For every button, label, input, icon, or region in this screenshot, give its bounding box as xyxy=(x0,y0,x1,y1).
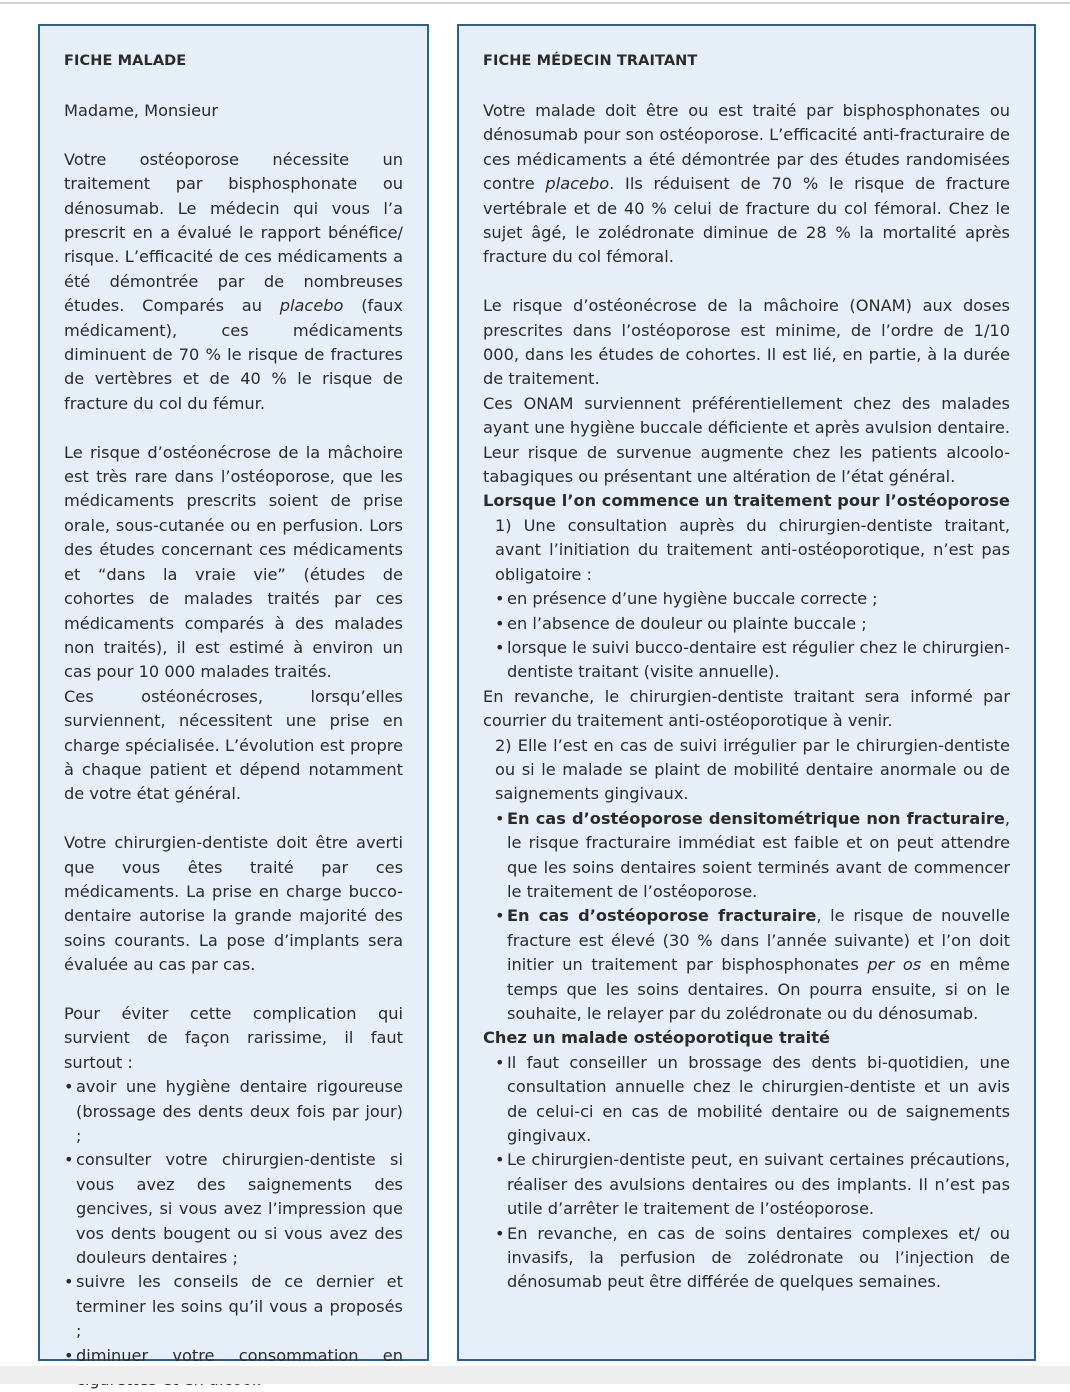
patient-sheet-title: FICHE MALADE xyxy=(64,53,187,69)
intro-paragraph: Votre ostéoporose nécessite un traitement par bisphosphonate ou dénosumab. Le médecin qui vous l’a prescrit en a évalué le rapport bénéfice/ risque. L’efficacité de ces médicaments a été démontrée par de nombreuses études. Comparés au placebo (faux médicament), ces médicaments diminuent de 70 % le risque de fractures de vertèbres et de 40 % le risque de fracture du col du fémur. xyxy=(64,149,404,413)
list-item: • en présence d’une hygiène buccale correcte ; xyxy=(495,587,1010,611)
greeting: Madame, Monsieur xyxy=(64,101,219,120)
list-item: • en l’absence de douleur ou plainte buccale ; xyxy=(495,612,1010,636)
list-item: • suivre les conseils de ce dernier et terminer les soins qu’il vous a proposés ; xyxy=(64,1270,403,1343)
osteoporosis-cases-list xyxy=(483,807,1010,1027)
prevention-intro: Pour éviter cette complication qui survient de façon rarissime, il faut surtout : xyxy=(64,1003,403,1072)
list-item: • En cas d’ostéoporose fracturaire, le risque de nouvelle fracture est élevé (30 % dans l’année suivante) et l’on doit initier un traitement par bisphosphonates per os en même temps que les soins dentaires. On pourra ensuite, si on le souhaite, le relayer par du zolédronate ou du dénosumab. xyxy=(495,904,1010,1026)
numbered-item-1: 1) Une consultation auprès du chirurgien-dentiste traitant, avant l’initiation du traitement anti-ostéoporotique, n’est pas obligatoire : xyxy=(495,515,1010,584)
section-heading-treated: Chez un malade ostéoporotique traité xyxy=(483,1028,830,1048)
section-heading-start: Lorsque l’on commence un traitement pour l’ostéoporose xyxy=(483,491,1010,511)
doctor-sheet-title: FICHE MÉDECIN TRAITANT xyxy=(483,53,698,69)
efficacy-paragraph: Votre malade doit être ou est traité par bisphosphonates ou dénosumab pour son ostéoporose. L’efficacité anti-fracturaire de ces médicaments a été démontrée par des études randomisées contre placebo. Ils réduisent de 70 % le risque de fracture vertébrale et de 40 % celui de fracture du col fémoral. Chez le sujet âgé, le zolédronate diminue de 28 % la mortalité après fracture du col fémoral. xyxy=(483,101,1010,267)
consultation-conditions-list xyxy=(483,587,1010,685)
list-item: • Le chirurgien-dentiste peut, en suivant certaines précautions, réaliser des avulsions dentaires ou des implants. Il n’est pas utile d’arrêter le traitement de l’ostéoporose. xyxy=(495,1148,1010,1221)
list-item: • En revanche, en cas de soins dentaires complexes et/ ou invasifs, la perfusion de zolédronate ou l’injection de dénosumab peut être différée de quelques semaines. xyxy=(495,1222,1010,1295)
list-item: • lorsque le suivi bucco-dentaire est régulier chez le chirurgien-dentiste traitant (visite annuelle). xyxy=(495,636,1010,685)
risk-paragraph: Le risque d’ostéonécrose de la mâchoire est très rare dans l’ostéoporose, que les médicaments prescrits soient de prise orale, sous-cutanée ou en perfusion. Lors des études concernant ces médicaments et “dans la vraie vie” (études de cohortes de malades traités par ces médicaments comparés à des malades non traités), il est estimé à environ un cas pour 10 000 malades traités. xyxy=(64,442,403,682)
treated-patient-list xyxy=(483,1051,1010,1295)
list-item: • avoir une hygiène dentaire rigoureuse (brossage des dents deux fois par jour) ; xyxy=(64,1075,403,1148)
dentist-paragraph: Votre chirurgien-dentiste doit être averti que vous êtes traité par ces médicaments. La prise en charge bucco-dentaire autorise la grande majorité des soins courants. La pose d’implants sera évaluée au cas par cas. xyxy=(64,833,403,975)
patient-sheet-card xyxy=(38,24,429,1365)
onam-risk-paragraph: Le risque d’ostéonécrose de la mâchoire (ONAM) aux doses prescrites dans l’ostéoporose est minime, de l’ordre de 1/10 000, dans les études de cohortes. Il est lié, en partie, à la durée de traitement. xyxy=(483,296,1010,389)
list-item: • En cas d’ostéoporose densitométrique non fracturaire, le risque fracturaire immédiat est faible et on peut attendre que les soins dentaires soient terminés avant de commencer le traitement de l’ostéoporose. xyxy=(495,807,1010,905)
onam-factors-paragraph: Ces ONAM surviennent préférentiellement chez des malades ayant une hygiène buccale déficiente et après avulsion dentaire. Leur risque de survenue augmente chez les patients alcoolo-tabagiques ou présentant une altération de l’état général. xyxy=(483,393,1010,487)
doctor-sheet-card xyxy=(457,24,1036,1361)
top-divider xyxy=(0,2,1070,4)
dentist-informed-paragraph: En revanche, le chirurgien-dentiste traitant sera informé par courrier du traitement anti-ostéoporotique à venir. xyxy=(483,686,1010,731)
bottom-band xyxy=(0,1366,1070,1384)
list-item: • consulter votre chirurgien-dentiste si vous avez des saignements des gencives, si vous avez l’impression que vos dents bougent ou si vous avez des douleurs dentaires ; xyxy=(64,1148,403,1270)
numbered-item-2: 2) Elle l’est en cas de suivi irrégulier par le chirurgien-dentiste ou si le malade se plaint de mobilité dentaire anormale ou de saignements gingivaux. xyxy=(495,735,1010,804)
list-item: • diminuer votre consommation en xyxy=(64,1344,403,1392)
osteonecrosis-paragraph: Ces ostéonécroses, lorsqu’elles surviennent, nécessitent une prise en charge spécialisée. L’évolution est propre à chaque patient et dépend notamment de votre état général. xyxy=(64,686,403,804)
list-item: • Il faut conseiller un brossage des dents bi-quotidien, une consultation annuelle chez le chirurgien-dentiste et un avis de celui-ci en cas de mobilité dentaire ou de saignements gingivaux. xyxy=(495,1051,1010,1149)
prevention-list xyxy=(64,1075,403,1392)
